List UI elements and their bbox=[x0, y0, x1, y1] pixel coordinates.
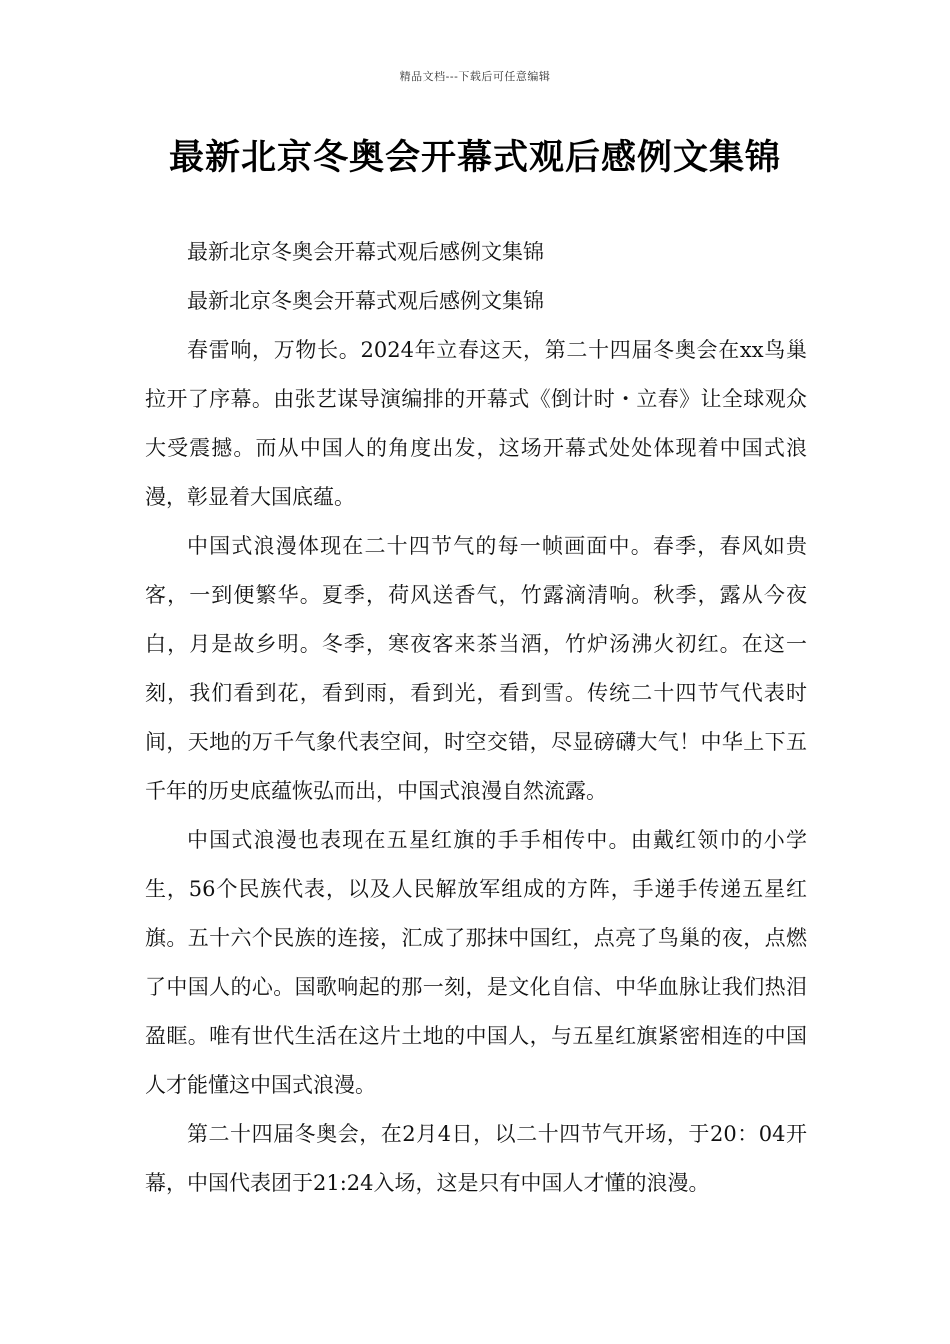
paragraph: 中国式浪漫体现在二十四节气的每一帧画面中。春季，春风如贵客，一到便繁华。夏季，荷风送香气，竹露滴清响。秋季，露从今夜白，月是故乡明。冬季，寒夜客来茶当酒，竹炉汤沸火初红。在这一刻，我们看到花，看到雨，看到光，看到雪。传统二十四节气代表时间，天地的万千气象代表空间，时空交错，尽显磅礴大气！中华上下五千年的历史底蕴恢弘而出，中国式浪漫自然流露。 bbox=[145, 534, 807, 803]
page-header: 精品文档---下载后可任意编辑 bbox=[399, 70, 551, 83]
document-body bbox=[145, 228, 807, 1208]
paragraph: 第二十四届冬奥会，在2月4日，以二十四节气开场，于20：04开幕，中国代表团于21:24入场，这是只有中国人才懂的浪漫。 bbox=[145, 1122, 807, 1195]
document-title: 最新北京冬奥会开幕式观后感例文集锦 bbox=[168, 137, 781, 178]
paragraph: 春雷响，万物长。2024年立春这天，第二十四届冬奥会在xx鸟巢拉开了序幕。由张艺谋导演编排的开幕式《倒计时・立春》让全球观众大受震撼。而从中国人的角度出发，这场开幕式处处体现着中国式浪漫，彰显着大国底蕴。 bbox=[145, 338, 807, 509]
paragraph: 最新北京冬奥会开幕式观后感例文集锦 bbox=[187, 289, 544, 313]
paragraph: 最新北京冬奥会开幕式观后感例文集锦 bbox=[187, 240, 544, 264]
paragraph: 中国式浪漫也表现在五星红旗的手手相传中。由戴红领巾的小学生，56个民族代表，以及人民解放军组成的方阵，手递手传递五星红旗。五十六个民族的连接，汇成了那抹中国红，点亮了鸟巢的夜，点燃了中国人的心。国歌响起的那一刻，是文化自信、中华血脉让我们热泪盈眶。唯有世代生活在这片土地的中国人，与五星红旗紧密相连的中国人才能懂这中国式浪漫。 bbox=[145, 828, 807, 1097]
